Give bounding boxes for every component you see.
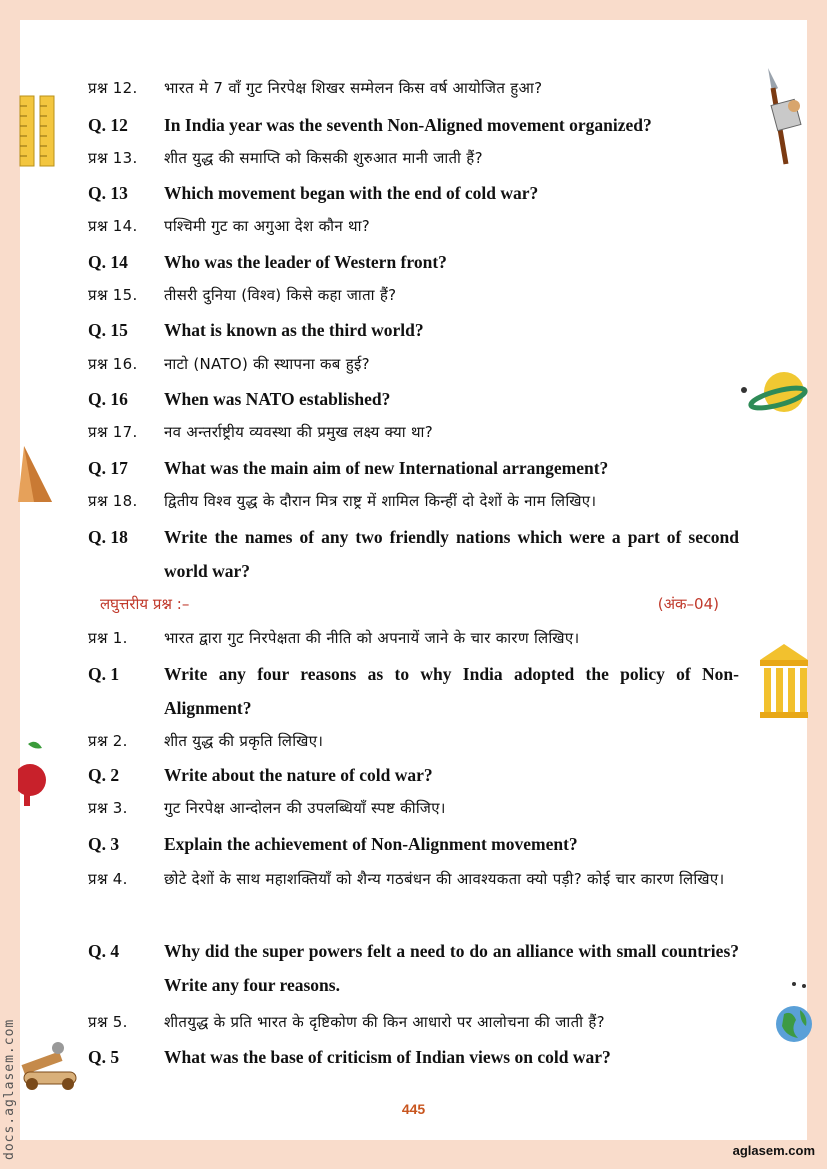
question-number: प्रश्न 2. [88,732,128,750]
question-english [88,252,739,273]
question-number: प्रश्न 4. [88,870,128,888]
question-number: Q. 15 [88,320,128,340]
question-english [88,834,739,855]
cannon-icon [18,1036,82,1092]
question-number: प्रश्न 17. [88,423,138,441]
question-english [88,657,739,725]
question-number: Q. 17 [88,458,128,478]
brand-label: aglasem.com [732,1143,815,1158]
question-number: Q. 3 [88,834,120,854]
question-english [88,183,739,204]
question-hindi [88,862,739,896]
temple-icon [758,642,810,720]
question-hindi [88,628,739,648]
section-heading [100,594,719,614]
question-text: नाटो (NATO) की स्थापना कब हुई? [164,355,370,373]
question-text: नव अन्तर्राष्ट्रीय व्यवस्था की प्रमुख लक्ष्य क्या था? [164,423,433,441]
question-number: प्रश्न 18. [88,492,138,510]
question-hindi [88,798,739,818]
question-text: Who was the leader of Western front? [164,252,447,272]
question-text: भारत मे 7 वाँ गुट निरपेक्ष शिखर सम्मेलन किस वर्ष आयोजित हुआ? [164,79,543,97]
ruler-icon [18,92,58,168]
spear-icon [764,66,810,168]
question-number: प्रश्न 16. [88,355,138,373]
question-hindi [88,285,739,305]
question-number: Q. 5 [88,1047,120,1067]
question-text: Write the names of any two friendly nations which were a part of second world war? [164,527,739,581]
apple-icon [18,738,52,808]
question-hindi [88,78,739,98]
question-text: शीत युद्ध की प्रकृति लिखिए। [164,732,324,750]
question-number: प्रश्न 15. [88,286,138,304]
question-number: Q. 1 [88,664,120,684]
question-number: Q. 14 [88,252,128,272]
question-text: Write any four reasons as to why India adopted the policy of Non-Alignment? [164,664,739,718]
question-number: Q. 16 [88,389,128,409]
page-number: 445 [401,1101,426,1117]
question-hindi [88,216,739,236]
question-hindi [88,731,739,751]
question-text: द्वितीय विश्व युद्ध के दौरान मित्र राष्ट्र में शामिल किन्हीं दो देशों के नाम लिखिए। [164,492,597,510]
question-english [88,765,739,786]
globe-icon [770,980,812,1052]
question-text: Explain the achievement of Non-Alignment movement? [164,834,578,854]
pyramid-icon [18,444,54,504]
section-title: लघुत्तरीय प्रश्न :– [100,595,190,613]
question-english [88,320,739,341]
question-english [88,389,739,410]
question-hindi [88,491,739,511]
question-number: प्रश्न 13. [88,149,138,167]
question-hindi [88,354,739,374]
question-number: प्रश्न 5. [88,1013,128,1031]
question-english [88,115,739,136]
question-text: गुट निरपेक्ष आन्दोलन की उपलब्धियाँ स्पष्ट कीजिए। [164,799,446,817]
question-number: प्रश्न 12. [88,79,138,97]
question-text: शीतयुद्ध के प्रति भारत के दृष्टिकोण की किन आधारो पर आलोचना की जाती हैं? [164,1013,605,1031]
question-text: In India year was the seventh Non-Aligned movement organized? [164,115,652,135]
question-number: Q. 4 [88,941,120,961]
question-hindi [88,1012,739,1032]
question-number: Q. 2 [88,765,120,785]
question-number: प्रश्न 14. [88,217,138,235]
question-english [88,934,739,1002]
question-number: Q. 13 [88,183,128,203]
question-english [88,458,739,479]
question-number: प्रश्न 1. [88,629,128,647]
section-marks: (अंक–04) [657,595,719,613]
question-text: छोटे देशों के साथ महाशक्तियाँ को शैन्य गठबंधन की आवश्यकता क्यो पड़ी? कोई चार कारण लिखिए। [164,870,725,888]
question-english [88,1047,739,1068]
question-text: What was the main aim of new International arrangement? [164,458,609,478]
question-english [88,520,739,588]
question-hindi [88,422,739,442]
question-text: What is known as the third world? [164,320,424,340]
watermark: docs.aglasem.com [2,1018,17,1160]
question-text: भारत द्वारा गुट निरपेक्षता की नीति को अपनायें जाने के चार कारण लिखिए। [164,629,580,647]
question-number: Q. 18 [88,527,128,547]
question-text: Which movement began with the end of cold war? [164,183,539,203]
question-text: When was NATO established? [164,389,391,409]
question-text: What was the base of criticism of Indian views on cold war? [164,1047,611,1067]
question-text: तीसरी दुनिया (विश्व) किसे कहा जाता हैं? [164,286,397,304]
question-text: Why did the super powers felt a need to do an alliance with small countries? Write any four reasons. [164,941,739,995]
question-number: Q. 12 [88,115,128,135]
question-hindi [88,148,739,168]
question-number: प्रश्न 3. [88,799,128,817]
question-text: Write about the nature of cold war? [164,765,433,785]
question-text: पश्चिमी गुट का अगुआ देश कौन था? [164,217,371,235]
question-text: शीत युद्ध की समाप्ति को किसकी शुरुआत मानी जाती हैं? [164,149,483,167]
planet-icon [738,368,808,418]
